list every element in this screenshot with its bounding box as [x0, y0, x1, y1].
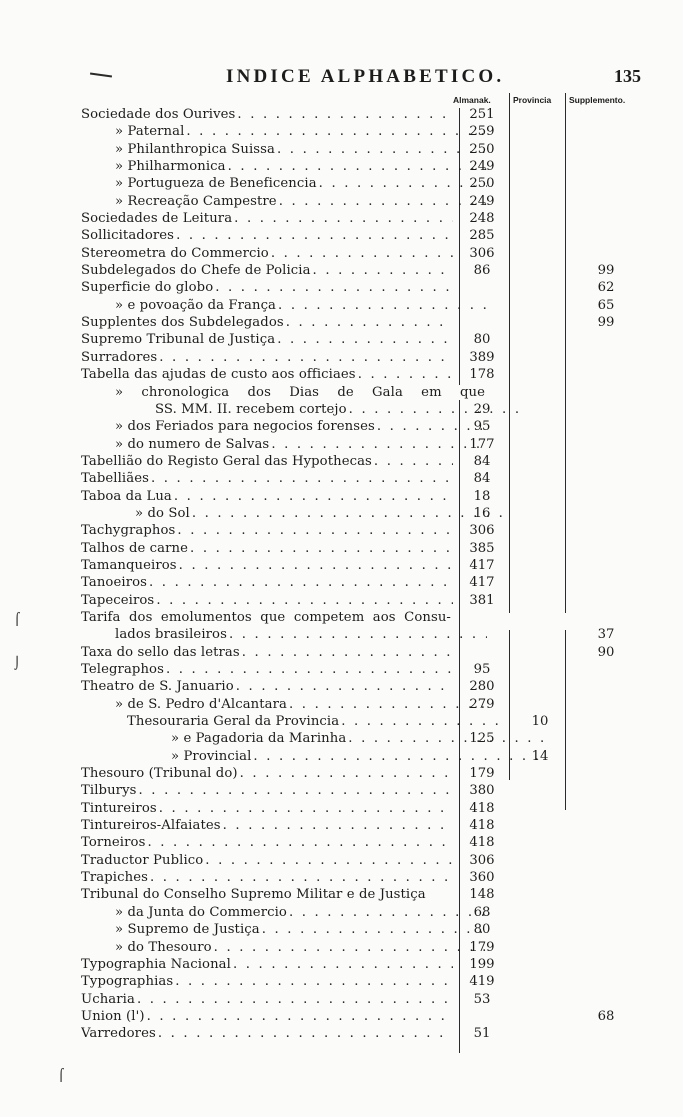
entry-text: Tabella das ajudas de custo aos officiaes: [81, 367, 356, 383]
entry-supplemento-page: 90: [597, 644, 615, 660]
index-entry: [0, 973, 683, 990]
entry-almanak-page: 251: [469, 107, 495, 122]
entry-almanak-page: 385: [469, 540, 495, 556]
index-entry: [0, 210, 683, 227]
entry-almanak-page: 259: [469, 124, 495, 140]
entry-text: Supplentes dos Subdelegados: [81, 315, 284, 331]
entry-text: Trapiches: [81, 870, 148, 886]
entry-text: Taxa do sello das letras: [81, 644, 240, 660]
index-entry: [0, 782, 683, 799]
entry-almanak-page: 418: [469, 835, 495, 851]
entry-text: Tintureiros-Alfaiates: [81, 818, 221, 834]
entry-almanak-page: 285: [469, 228, 495, 244]
entry-almanak-page: 29: [473, 401, 491, 417]
header-dash: [90, 72, 112, 77]
entry-supplemento-page: 62: [597, 280, 615, 296]
index-entry: [0, 1008, 683, 1025]
entry-text: Sociedade dos Ourives: [81, 107, 236, 122]
index-entry: [0, 869, 683, 886]
entry-almanak-page: 389: [469, 349, 495, 365]
entry-text: Taboa da Lua: [81, 488, 172, 504]
entry-almanak-page: 248: [469, 211, 495, 227]
entry-text: Thesouraria Geral da Provincia: [127, 714, 340, 730]
index-entry: [0, 175, 683, 192]
entry-text: Typographia Nacional: [81, 956, 231, 972]
index-entry: [0, 886, 683, 903]
entry-almanak-page: 418: [469, 818, 495, 834]
entry-text: » chronologica dos Dias de Gala em que: [115, 384, 485, 400]
index-entry: [0, 193, 683, 210]
entry-text: Surradores: [81, 349, 158, 365]
entry-almanak-page: 80: [473, 332, 491, 348]
index-entry: [0, 644, 683, 661]
margin-mark: ⌠: [14, 612, 21, 626]
index-entry: [0, 904, 683, 921]
entry-text: » Recreação Campestre: [115, 193, 277, 209]
entry-almanak-page: 381: [469, 592, 495, 608]
entry-text: Tabelliães: [81, 471, 149, 487]
entry-almanak-page: 84: [473, 453, 491, 469]
margin-mark: ⌠: [58, 1068, 65, 1082]
entry-supplemento-page: 65: [597, 297, 615, 313]
entry-almanak-page: 80: [473, 922, 491, 938]
index-entry: [0, 574, 683, 591]
entry-almanak-page: 250: [469, 141, 495, 157]
entry-text: Tachygraphos: [81, 523, 176, 539]
entry-text: Tamanqueiros: [81, 557, 177, 573]
entry-almanak-page: 148: [469, 887, 495, 903]
entry-text: Varredores: [81, 1026, 156, 1042]
entry-text: Stereometra do Commercio: [81, 245, 269, 261]
entry-text: Thesouro (Tribunal do): [81, 766, 238, 782]
index-entry: [0, 227, 683, 244]
entry-almanak-page: 306: [469, 245, 495, 261]
index-entry: [0, 713, 683, 730]
entry-almanak-page: 279: [469, 696, 495, 712]
margin-mark: ⌡: [14, 656, 21, 670]
index-entry: [0, 522, 683, 539]
entry-text: Tabellião do Registo Geral das Hypothecas: [81, 453, 372, 469]
entry-text: Sollicitadores: [81, 228, 175, 244]
entry-almanak-page: 18: [473, 488, 491, 504]
index-entry: [0, 349, 683, 366]
entry-almanak-page: 84: [473, 471, 491, 487]
index-entry: [0, 817, 683, 834]
entry-text: Traductor Publico: [81, 852, 204, 868]
entry-almanak-page: 250: [469, 176, 495, 192]
entry-text: Tapeceiros: [81, 592, 155, 608]
index-entries: [0, 106, 683, 1043]
entry-text: » Philharmonica: [115, 159, 226, 175]
entry-almanak-page: 417: [469, 557, 495, 573]
entry-text: Superficie do globo: [81, 280, 214, 296]
entry-text: Typographias: [81, 974, 174, 990]
entry-almanak-page: 177: [469, 436, 495, 452]
index-entry: [0, 730, 683, 747]
entry-almanak-page: 419: [469, 974, 495, 990]
entry-text: » Supremo de Justiça: [115, 922, 260, 938]
entry-text: » da Junta do Commercio: [115, 904, 287, 920]
entry-text: » do Sol: [135, 505, 190, 521]
entry-almanak-page: 53: [473, 991, 491, 1007]
entry-text: » do Thesouro: [115, 939, 212, 955]
index-entry: [0, 331, 683, 348]
entry-text: Supremo Tribunal de Justiça: [81, 332, 276, 348]
index-entry: [0, 297, 683, 314]
entry-almanak-page: 280: [469, 679, 495, 695]
column-header-almanak: Almanak.: [453, 95, 491, 105]
index-entry: [0, 592, 683, 609]
entry-almanak-page: 16: [473, 505, 491, 521]
index-entry: [0, 765, 683, 782]
entry-text: » Provincial: [171, 748, 252, 764]
index-entry: [0, 158, 683, 175]
column-header-provincia: Provincia: [513, 95, 552, 105]
entry-text: Sociedades de Leitura: [81, 211, 233, 227]
entry-text: » e povoação da França: [115, 297, 277, 313]
index-entry: [0, 540, 683, 557]
entry-text: Torneiros: [81, 835, 146, 851]
entry-text: Tanoeiros: [81, 575, 147, 591]
entry-text: lados brasileiros: [115, 627, 227, 643]
entry-almanak-page: 249: [469, 159, 495, 175]
index-entry: [0, 262, 683, 279]
entry-text: Union (l'): [81, 1008, 145, 1024]
entry-provincia-page: 10: [531, 714, 549, 730]
index-entry: [0, 678, 683, 695]
index-entry: [0, 956, 683, 973]
index-entry: [0, 609, 683, 626]
entry-text: » do numero de Salvas: [115, 436, 270, 452]
entry-almanak-page: 86: [473, 263, 491, 279]
index-entry: [0, 141, 683, 158]
entry-text: » Portugueza de Beneficencia: [115, 176, 317, 192]
index-entry: [0, 401, 683, 418]
entry-text: Tintureiros: [81, 800, 157, 816]
page-title: INDICE ALPHABETICO.: [226, 66, 505, 87]
entry-almanak-page: 179: [469, 939, 495, 955]
entry-text: » dos Feriados para negocios forenses: [115, 419, 375, 435]
index-entry: [0, 696, 683, 713]
entry-text: Talhos de carne: [81, 540, 189, 556]
index-entry: [0, 834, 683, 851]
entry-almanak-page: 179: [469, 766, 495, 782]
index-entry: [0, 470, 683, 487]
entry-almanak-page: 360: [469, 870, 495, 886]
entry-text: Tilburys: [81, 783, 137, 799]
entry-almanak-page: 95: [473, 419, 491, 435]
entry-supplemento-page: 99: [597, 315, 615, 331]
index-entry: [0, 661, 683, 678]
index-entry: [0, 748, 683, 765]
index-entry: [0, 991, 683, 1008]
entry-almanak-page: 51: [473, 1026, 491, 1042]
entry-provincia-page: 14: [531, 748, 549, 764]
entry-text: » e Pagadoria da Marinha: [171, 731, 347, 747]
column-header-supplemento: Supplemento.: [569, 95, 626, 105]
entry-text: Ucharia: [81, 991, 135, 1007]
entry-supplemento-page: 68: [597, 1008, 615, 1024]
entry-text: » Paternal: [115, 124, 185, 140]
entry-almanak-page: 178: [469, 367, 495, 383]
index-entry: [0, 852, 683, 869]
index-entry: [0, 921, 683, 938]
entry-almanak-page: 199: [469, 956, 495, 972]
entry-almanak-page: 380: [469, 783, 495, 799]
entry-text: Telegraphos: [81, 662, 164, 677]
index-entry: [0, 800, 683, 817]
entry-almanak-page: 417: [469, 575, 495, 591]
entry-text: » de S. Pedro d'Alcantara: [115, 696, 287, 712]
entry-supplemento-page: 37: [597, 627, 615, 643]
entry-almanak-page: 306: [469, 852, 495, 868]
index-entry: [0, 314, 683, 331]
index-entry: [0, 366, 683, 383]
entry-text: Tarifa dos emolumentos que competem aos Consu-: [81, 609, 451, 625]
index-entry: [0, 384, 683, 401]
index-entry: [0, 106, 683, 123]
index-entry: [0, 557, 683, 574]
entry-text: Theatro de S. Januario: [81, 679, 234, 695]
entry-almanak-page: 418: [469, 800, 495, 816]
index-entry: [0, 453, 683, 470]
index-entry: [0, 245, 683, 262]
index-entry: [0, 626, 683, 643]
entry-supplemento-page: 99: [597, 263, 615, 279]
entry-almanak-page: 95: [473, 662, 491, 677]
entry-text: » Philanthropica Suissa: [115, 141, 275, 157]
entry-text: SS. MM. II. recebem cortejo: [155, 401, 347, 417]
index-entry: [0, 1025, 683, 1042]
entry-text: Subdelegados do Chefe de Policia: [81, 263, 311, 279]
index-entry: [0, 505, 683, 522]
entry-text: Tribunal do Conselho Supremo Militar e de Justiça: [81, 887, 426, 903]
index-entry: [0, 279, 683, 296]
index-entry: [0, 123, 683, 140]
entry-almanak-page: 249: [469, 193, 495, 209]
page-number: 135: [614, 66, 641, 86]
entry-almanak-page: 306: [469, 523, 495, 539]
index-entry: [0, 939, 683, 956]
entry-almanak-page: 68: [473, 904, 491, 920]
page-header: [0, 66, 683, 90]
index-entry: [0, 488, 683, 505]
index-entry: [0, 418, 683, 435]
index-entry: [0, 436, 683, 453]
entry-almanak-page: 125: [469, 731, 495, 747]
